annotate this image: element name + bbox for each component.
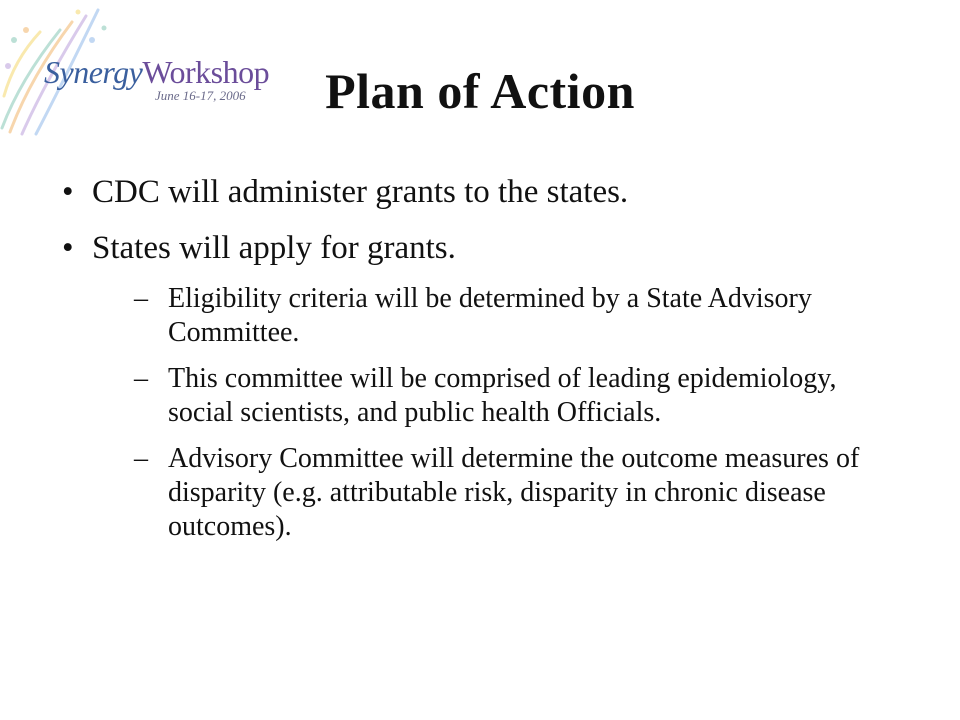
bullet-text: States will apply for grants. (92, 230, 456, 266)
sub-bullet-text: Eligibility criteria will be determined by a State Advisory Committee. (168, 283, 812, 348)
slide-title: Plan of Action (325, 63, 635, 119)
dash-icon: – (134, 363, 148, 394)
bullet-icon: • (62, 174, 74, 210)
sub-bullet-item (134, 362, 908, 430)
logo-word-workshop: Workshop (142, 54, 270, 90)
logo-date: June 16-17, 2006 (155, 88, 246, 103)
dash-icon: – (134, 443, 148, 474)
logo-word-synergy: Synergy (44, 54, 143, 90)
bullet-item (62, 228, 922, 544)
bullet-icon: • (62, 230, 74, 266)
dash-icon: – (134, 283, 148, 314)
sub-bullet-item (134, 282, 908, 350)
sub-bullet-list (92, 282, 922, 544)
slide-content (62, 172, 922, 560)
sub-bullet-text: Advisory Committee will determine the outcome measures of disparity (e.g. attributable risk, disparity in chronic disease outcomes). (168, 443, 860, 542)
bullet-text: CDC will administer grants to the states. (92, 174, 629, 210)
bullet-item (62, 172, 922, 212)
sub-bullet-text: This committee will be comprised of leading epidemiology, social scientists, and public health Officials. (168, 363, 837, 428)
sub-bullet-item (134, 442, 908, 544)
